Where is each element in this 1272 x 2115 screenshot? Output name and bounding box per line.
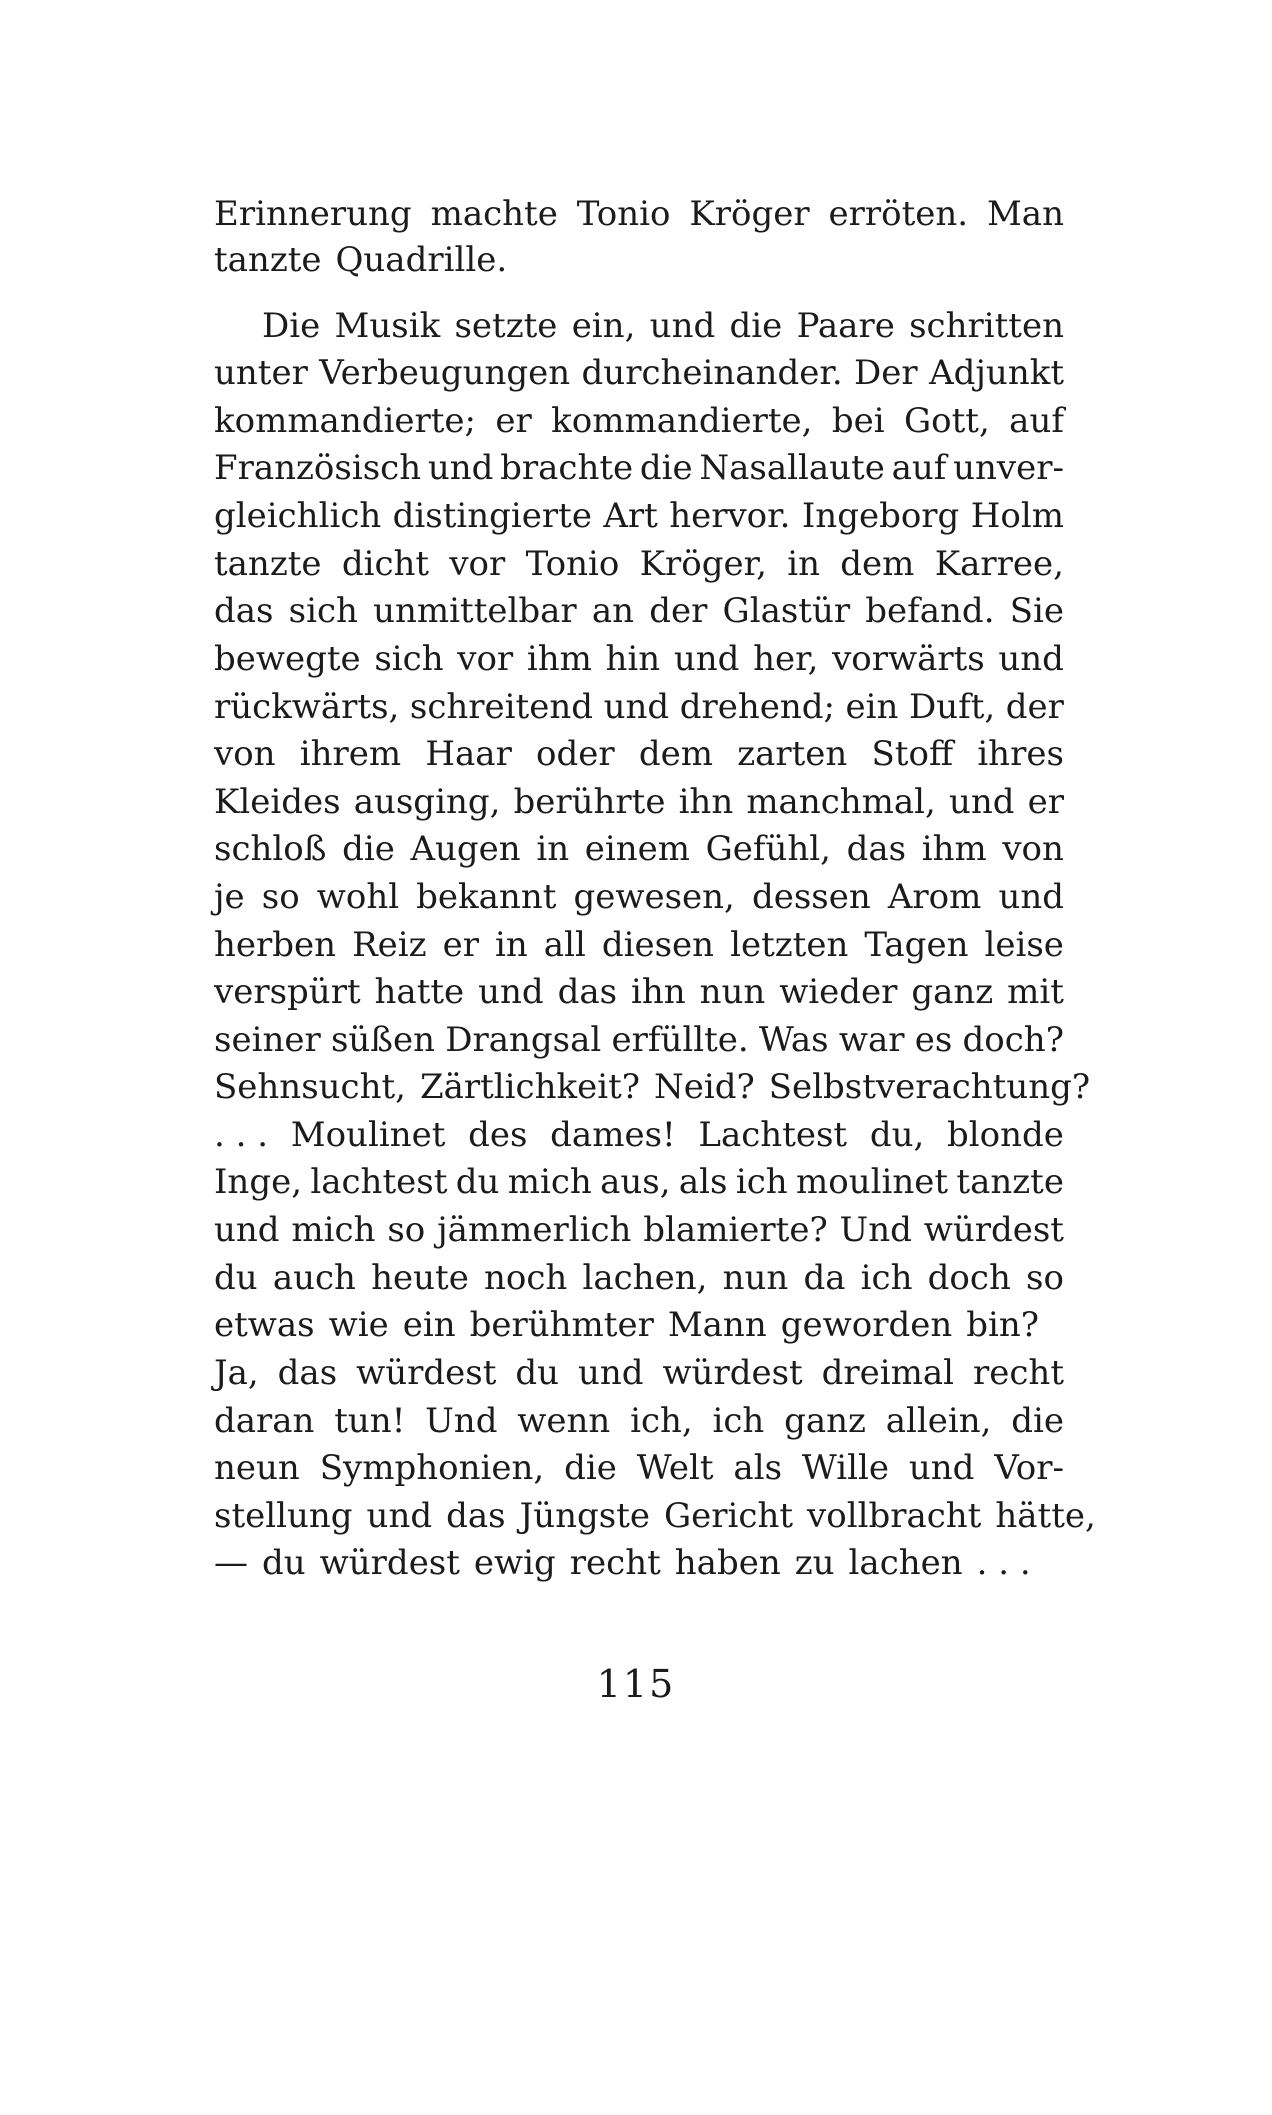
word: ich [712, 1401, 765, 1441]
word: berühmter [469, 1305, 654, 1345]
word: in [787, 544, 820, 584]
word: gleichlich [214, 496, 382, 536]
text-line [214, 397, 1064, 445]
word: die [729, 306, 783, 346]
text-line [214, 1206, 1064, 1254]
text-line [214, 1539, 1064, 1587]
word: rückwärts, [214, 687, 400, 727]
word: Reiz [352, 925, 427, 965]
word: lachen [848, 1543, 963, 1583]
text-line [214, 825, 1064, 873]
word: vor [449, 544, 506, 584]
word: unter [214, 353, 308, 393]
word: Erinnerung [214, 194, 412, 234]
word: und [948, 782, 1015, 822]
word: die [639, 448, 693, 488]
word: distingierte [392, 496, 592, 536]
word: je [214, 877, 245, 917]
word: Und [839, 1210, 912, 1250]
word: ich [860, 1258, 913, 1298]
word: hin [605, 639, 661, 679]
word: wie [328, 1305, 389, 1345]
word: vorwärts [832, 639, 985, 679]
word: ausging, [353, 782, 501, 822]
word: noch [484, 1258, 568, 1298]
word: Quadrille. [335, 240, 508, 280]
word: mich [291, 1210, 376, 1250]
text-line [214, 349, 1064, 397]
word: bekannt [416, 877, 557, 917]
word: Und [425, 1401, 498, 1441]
word: hatte [374, 972, 465, 1012]
word: süßen [330, 1020, 436, 1060]
word: Jüngste [519, 1496, 651, 1536]
word: die [564, 1448, 617, 1488]
word: so [1026, 1258, 1064, 1298]
text-line [214, 1063, 1091, 1111]
word: moulinet [796, 1162, 949, 1202]
word: Glastür [722, 591, 851, 631]
word: von [214, 734, 276, 774]
word: wieder [779, 972, 898, 1012]
word: neun [214, 1448, 300, 1488]
word: berührte [513, 782, 666, 822]
word: Wille [801, 1448, 889, 1488]
word: das [846, 829, 907, 869]
word: ein, [571, 306, 636, 346]
text-line [214, 730, 1064, 778]
text-line [214, 1254, 1064, 1302]
word: tun! [334, 1401, 406, 1441]
word: Stoff [871, 734, 954, 774]
word: Adjunkt [929, 353, 1064, 393]
word: stellung [214, 1496, 353, 1536]
word: hätte, [995, 1496, 1096, 1536]
word: verspürt [214, 972, 361, 1012]
word: wenn [517, 1401, 611, 1441]
text-line [214, 1492, 1096, 1540]
word: Drangsal [445, 1020, 602, 1060]
word: und [673, 639, 740, 679]
word: dessen [751, 877, 871, 917]
word: würdest [356, 1353, 497, 1393]
text-line [214, 1158, 1064, 1206]
word: von [1002, 829, 1064, 869]
word: . . . [976, 1543, 1031, 1583]
word: oder [536, 734, 615, 774]
word: Duft, [909, 687, 996, 727]
word: es [914, 1020, 953, 1060]
word: du [515, 1353, 559, 1393]
word: Kröger [689, 194, 810, 234]
word: Kleides [214, 782, 341, 822]
word: und [998, 639, 1064, 679]
word: Augen [410, 829, 521, 869]
word: tanzte [214, 544, 322, 584]
word: Selbstverachtung? [768, 1067, 1091, 1107]
word: zarten [737, 734, 848, 774]
word: auf [891, 448, 947, 488]
word: letzten [730, 925, 849, 965]
word: ihm [526, 639, 592, 679]
word: des [468, 1115, 528, 1155]
word: ganz [784, 1401, 866, 1441]
word: würdest [662, 1353, 803, 1393]
word: nun [722, 1258, 789, 1298]
word: Holm [970, 496, 1064, 536]
word: vor [457, 639, 514, 679]
word: so [387, 1210, 426, 1250]
word: leise [984, 925, 1064, 965]
word: das [214, 591, 274, 631]
word: war [838, 1020, 905, 1060]
word: dem [840, 544, 915, 584]
word: Mann [667, 1305, 767, 1345]
text-line [214, 683, 1064, 731]
text-line [214, 492, 1064, 540]
word: mit [1007, 972, 1064, 1012]
word: du, [869, 1115, 925, 1155]
word: Karree, [934, 544, 1064, 584]
word: drehend; [679, 687, 835, 727]
word: seiner [214, 1020, 321, 1060]
text-line [214, 1397, 1064, 1445]
word: der [649, 591, 708, 631]
text-line [214, 921, 1064, 969]
word: als [678, 1162, 728, 1202]
text-line [214, 444, 1064, 492]
word: Die [262, 306, 321, 346]
word: Was [758, 1020, 829, 1060]
word: diesen [601, 925, 715, 965]
word: Haar [425, 734, 512, 774]
word: doch? [962, 1020, 1064, 1060]
word: Tagen [864, 925, 969, 965]
word: zu [794, 1543, 835, 1583]
word: kommandierte, [551, 401, 813, 441]
word: er [442, 925, 479, 965]
word: da [803, 1258, 846, 1298]
word: und [577, 1353, 644, 1393]
word: sich [288, 591, 358, 631]
word: Man [986, 194, 1064, 234]
word: einem [584, 829, 690, 869]
word: so [261, 877, 300, 917]
word: Vor- [994, 1448, 1064, 1488]
word: Sie [1009, 591, 1064, 631]
word: dreimal [821, 1353, 955, 1393]
word: die [342, 829, 395, 869]
word: lachtest [310, 1162, 448, 1202]
word: Gefühl, [705, 829, 831, 869]
word: tanzte [214, 240, 322, 280]
word: haben [674, 1543, 781, 1583]
text-line [214, 302, 1064, 350]
word: tanzte [956, 1162, 1064, 1202]
word: Musik [334, 306, 441, 346]
word: erfüllte. [611, 1020, 749, 1060]
word: das [446, 1496, 506, 1536]
word: ein [845, 687, 899, 727]
word: Lachtest [698, 1115, 848, 1155]
word: her, [753, 639, 819, 679]
word: sich [374, 639, 444, 679]
word: Der [854, 353, 918, 393]
word: bei [831, 401, 885, 441]
word: ewig [473, 1543, 556, 1583]
word: doch [927, 1258, 1011, 1298]
word: Zärtlichkeit? [419, 1067, 640, 1107]
text-line [214, 236, 1064, 284]
word: lachen, [582, 1258, 708, 1298]
page-number: 115 [596, 1662, 676, 1706]
word: und [603, 687, 670, 727]
word: unver- [953, 448, 1064, 488]
word: dames! [550, 1115, 676, 1155]
text-line [214, 1349, 1064, 1397]
word: Kröger, [639, 544, 767, 584]
text-line [214, 873, 1064, 921]
word: würdest [319, 1543, 460, 1583]
word: schloß [214, 829, 327, 869]
word: das [557, 972, 618, 1012]
word: und [649, 306, 716, 346]
word: ihn [630, 972, 686, 1012]
word: auch [272, 1258, 356, 1298]
word: brachte [500, 448, 634, 488]
word: daran [214, 1401, 315, 1441]
text-line [214, 540, 1064, 588]
word: setzte [454, 306, 558, 346]
word: der [1005, 687, 1064, 727]
word: ihrem [299, 734, 402, 774]
word: das [277, 1353, 338, 1393]
text-line [214, 635, 1064, 683]
word: und [427, 448, 494, 488]
word: ein [402, 1305, 456, 1345]
text-line [214, 1444, 1064, 1492]
word: dem [638, 734, 713, 774]
word: hervor. [669, 496, 791, 536]
word: Art [603, 496, 658, 536]
word: Tonio [525, 544, 620, 584]
word: Arom [887, 877, 982, 917]
word: manchmal, [746, 782, 936, 822]
text-line [214, 587, 1064, 635]
word: . . . [214, 1115, 269, 1155]
word: jämmerlich [437, 1210, 632, 1250]
text-line [214, 1016, 1064, 1064]
word: recht [569, 1543, 661, 1583]
word: und [366, 1496, 433, 1536]
word: recht [973, 1353, 1064, 1393]
word: — [214, 1543, 248, 1583]
word: Neid? [653, 1067, 755, 1107]
word: nun [699, 972, 766, 1012]
word: blonde [947, 1115, 1064, 1155]
word: Inge, [214, 1162, 303, 1202]
word: in [536, 829, 570, 869]
word: dicht [341, 544, 430, 584]
word: Gericht [664, 1496, 794, 1536]
word: erröten. [828, 194, 969, 234]
word: kommandierte; [214, 401, 476, 441]
word: würdest [923, 1210, 1064, 1250]
word: aus, [600, 1162, 671, 1202]
word: Französisch [214, 448, 422, 488]
word: bin? [966, 1305, 1039, 1345]
word: herben [214, 925, 337, 965]
word: Sehnsucht, [214, 1067, 406, 1107]
word: Gott, [904, 401, 990, 441]
word: an [591, 591, 635, 631]
word: schritten [909, 306, 1064, 346]
word: ich [735, 1162, 788, 1202]
word: Welt [636, 1448, 714, 1488]
word: befand. [865, 591, 995, 631]
word: du [455, 1162, 500, 1202]
word: und [478, 972, 544, 1012]
word: als [733, 1448, 783, 1488]
word: du [214, 1258, 258, 1298]
word: Moulinet [290, 1115, 446, 1155]
word: Paare [796, 306, 895, 346]
text-line [214, 778, 1064, 826]
word: durcheinander. [581, 353, 843, 393]
word: ihm [921, 829, 987, 869]
word: ich, [630, 1401, 693, 1441]
word: Ja, [214, 1353, 259, 1393]
word: er [1027, 782, 1064, 822]
text-line [214, 968, 1064, 1016]
word: ihres [977, 734, 1064, 774]
word: er [495, 401, 532, 441]
word: in [495, 925, 528, 965]
word: schreitend [409, 687, 593, 727]
word: mich [507, 1162, 592, 1202]
word: und [998, 877, 1064, 917]
word: heute [371, 1258, 469, 1298]
word: geworden [780, 1305, 953, 1345]
word: ihn [678, 782, 734, 822]
word: Verbeugungen [319, 353, 571, 393]
word: ganz [911, 972, 994, 1012]
word: allein, [885, 1401, 992, 1441]
word: Tonio [576, 194, 671, 234]
text-line [214, 1111, 1064, 1159]
word: Symphonien, [319, 1448, 545, 1488]
word: die [1011, 1401, 1064, 1441]
word: wohl [316, 877, 400, 917]
word: etwas [214, 1305, 315, 1345]
word: und [214, 1210, 280, 1250]
word: bewegte [214, 639, 361, 679]
word: auf [1009, 401, 1064, 441]
word: unmittelbar [373, 591, 577, 631]
word: du [262, 1543, 306, 1583]
word: all [543, 925, 586, 965]
word: Nasallaute [699, 448, 885, 488]
word: und [908, 1448, 975, 1488]
word: gewesen, [573, 877, 735, 917]
word: Ingeborg [801, 496, 960, 536]
text-line [214, 1301, 1064, 1349]
word: blamierte? [643, 1210, 828, 1250]
word: machte [430, 194, 558, 234]
text-line [214, 190, 1064, 238]
word: vollbracht [807, 1496, 982, 1536]
